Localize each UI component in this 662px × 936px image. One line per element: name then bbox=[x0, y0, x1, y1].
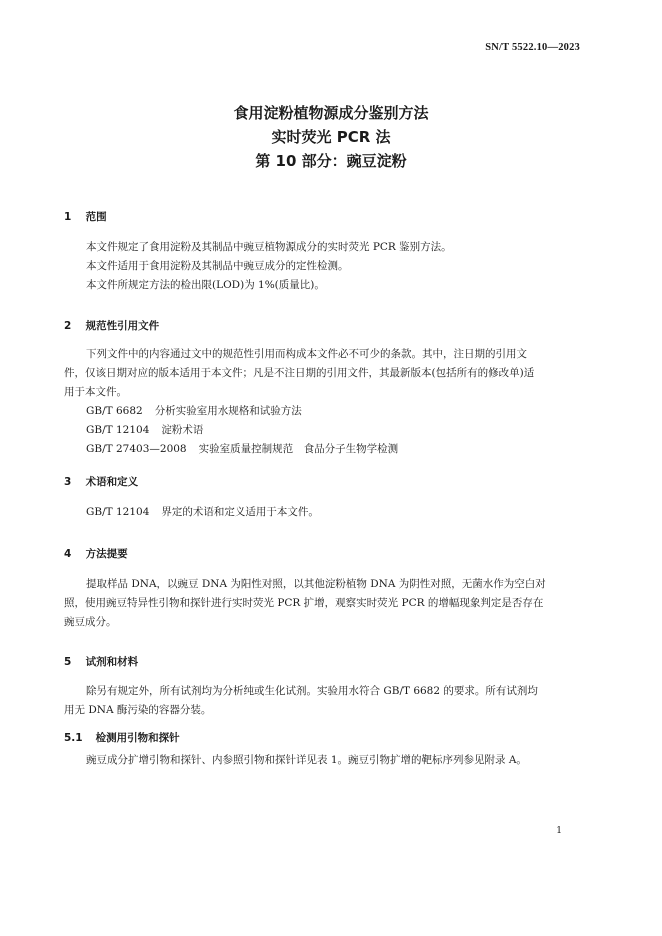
title-line-2: 实时荧光 PCR 法 bbox=[271, 128, 391, 146]
reference-title: 分析实验室用水规格和试验方法 bbox=[154, 405, 302, 417]
section-title: 规范性引用文件 bbox=[85, 320, 160, 332]
title-line-1: 食用淀粉植物源成分鉴别方法 bbox=[233, 104, 429, 122]
section-4-heading bbox=[64, 546, 128, 561]
section-2-body bbox=[64, 345, 580, 459]
paragraph-line: 豌豆成分。 bbox=[64, 616, 117, 628]
section-number: 1 bbox=[64, 211, 72, 223]
section-title: 试剂和材料 bbox=[85, 656, 139, 668]
section-2-heading bbox=[64, 318, 159, 333]
section-number: 5.1 bbox=[64, 732, 83, 744]
section-title: 范围 bbox=[85, 211, 107, 223]
section-title: 术语和定义 bbox=[85, 476, 139, 488]
reference-title: 实验室质量控制规范 食品分子生物学检测 bbox=[198, 443, 399, 455]
section-number: 4 bbox=[64, 548, 72, 560]
section-5-1-body bbox=[64, 751, 580, 770]
paragraph-line: 下列文件中的内容通过文中的规范性引用而构成本文件必不可少的条款。其中，注日期的引用文 bbox=[86, 348, 527, 360]
paragraph-line: 提取样品 DNA，以豌豆 DNA 为阳性对照，以其他淀粉植物 DNA 为阴性对照，无菌水作为空白对 bbox=[86, 578, 546, 590]
paragraph bbox=[64, 503, 580, 522]
section-title: 方法提要 bbox=[85, 548, 128, 560]
reference-code: GB/T 6682 bbox=[86, 405, 143, 417]
section-number: 2 bbox=[64, 320, 72, 332]
paragraph-line: 用无 DNA 酶污染的容器分装。 bbox=[64, 704, 212, 716]
reference-item bbox=[64, 440, 580, 459]
reference-code: GB/T 12104 bbox=[86, 506, 150, 518]
reference-code: GB/T 27403—2008 bbox=[86, 443, 187, 455]
paragraph: 本文件所规定方法的检出限(LOD)为 1%(质量比)。 bbox=[86, 279, 325, 291]
section-4-body bbox=[64, 575, 580, 632]
standard-number: SN/T 5522.10—2023 bbox=[485, 42, 580, 53]
section-5-heading bbox=[64, 654, 138, 669]
section-3-heading bbox=[64, 474, 138, 489]
section-1-body bbox=[64, 238, 580, 295]
paragraph: 豌豆成分扩增引物和探针、内参照引物和探针详见表 1。豌豆引物扩增的靶标序列参见附录 A。 bbox=[86, 754, 527, 766]
paragraph-line: 除另有规定外，所有试剂均为分析纯或生化试剂。实验用水符合 GB/T 6682 的要求。所有试剂均 bbox=[86, 685, 538, 697]
page-number: 1 bbox=[556, 826, 562, 836]
reference-code: GB/T 12104 bbox=[86, 424, 150, 436]
section-5-body bbox=[64, 682, 580, 720]
section-number: 3 bbox=[64, 476, 72, 488]
section-number: 5 bbox=[64, 656, 72, 668]
section-3-body bbox=[64, 503, 580, 522]
document-title bbox=[0, 101, 662, 173]
paragraph-line: 照，使用豌豆特异性引物和探针进行实时荧光 PCR 扩增，观察实时荧光 PCR 的增幅现象判定是否存在 bbox=[64, 597, 544, 609]
section-1-heading bbox=[64, 209, 107, 224]
paragraph-line: 件，仅该日期对应的版本适用于本文件；凡是不注日期的引用文件，其最新版本(包括所有的修改单)适 bbox=[64, 367, 535, 379]
paragraph-line: 用于本文件。 bbox=[64, 386, 127, 398]
reference-title: 淀粉术语 bbox=[161, 424, 204, 436]
reference-item bbox=[64, 402, 580, 421]
reference-item bbox=[64, 421, 580, 440]
title-line-3: 第 10 部分：豌豆淀粉 bbox=[255, 152, 407, 170]
paragraph-text: 界定的术语和定义适用于本文件。 bbox=[161, 506, 319, 518]
section-5-1-heading bbox=[64, 730, 180, 745]
paragraph: 本文件适用于食用淀粉及其制品中豌豆成分的定性检测。 bbox=[86, 260, 349, 272]
paragraph: 本文件规定了食用淀粉及其制品中豌豆植物源成分的实时荧光 PCR 鉴别方法。 bbox=[86, 241, 452, 253]
section-title: 检测用引物和探针 bbox=[95, 732, 180, 744]
